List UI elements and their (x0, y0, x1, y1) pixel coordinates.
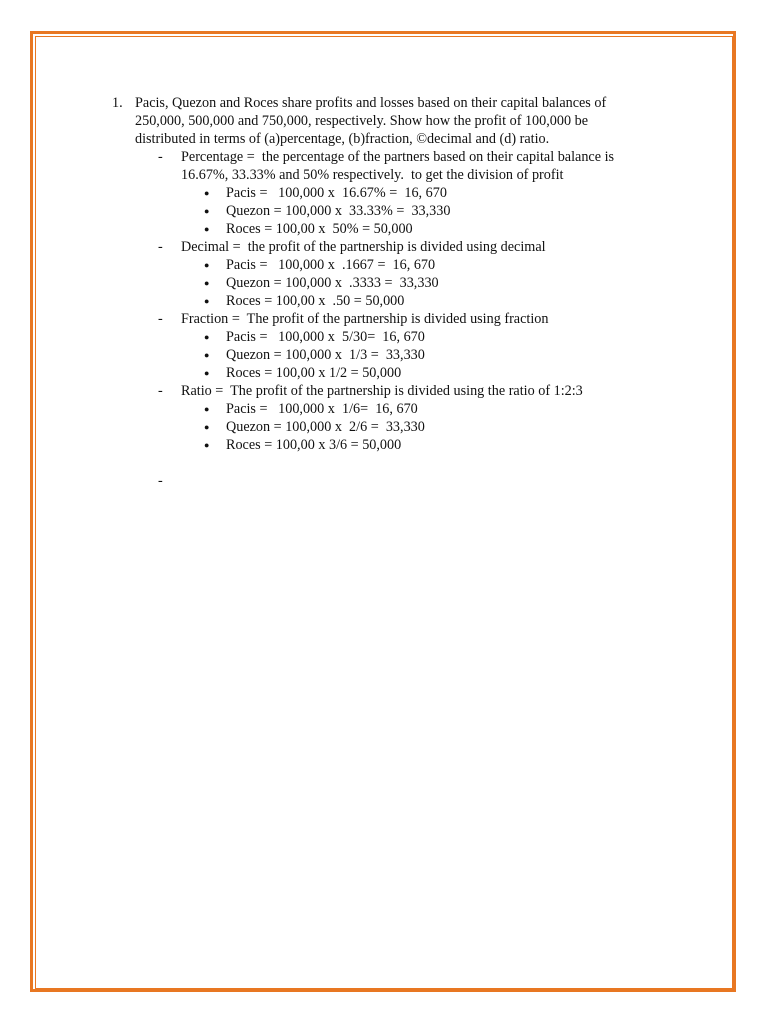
list-item-text: Pacis = 100,000 x 16.67% = 16, 670 (226, 185, 447, 201)
section-dash: - (158, 383, 163, 399)
bullet-icon: ● (204, 404, 210, 414)
bullet-list (204, 328, 652, 382)
section-ratio (158, 382, 652, 400)
list-item (204, 292, 652, 310)
list-item-text: Roces = 100,00 x 1/2 = 50,000 (226, 365, 402, 381)
list-item (204, 328, 652, 346)
list-item (204, 436, 652, 454)
list-item-text: Roces = 100,00 x 3/6 = 50,000 (226, 437, 402, 453)
bullet-icon: ● (204, 206, 210, 216)
list-item-text: Roces = 100,00 x .50 = 50,000 (226, 293, 405, 309)
list-item-text: Quezon = 100,000 x 2/6 = 33,330 (226, 419, 425, 435)
bullet-icon: ● (204, 278, 210, 288)
list-item (204, 202, 652, 220)
list-item (204, 274, 652, 292)
bullet-icon: ● (204, 188, 210, 198)
section-heading: Percentage = the percentage of the partners based on their capital balance is 16.67%, 33.33% and 50% respectively. to get the division of profit (181, 149, 618, 183)
bullet-list (204, 184, 652, 238)
list-item-text: Pacis = 100,000 x .1667 = 16, 670 (226, 257, 436, 273)
document-body (112, 94, 652, 490)
trailing-dash: - (158, 473, 163, 489)
question-number: 1. (112, 95, 123, 111)
list-item (204, 418, 652, 436)
list-item-text: Quezon = 100,000 x 33.33% = 33,330 (226, 203, 451, 219)
list-item (204, 364, 652, 382)
bullet-icon: ● (204, 440, 210, 450)
bullet-icon: ● (204, 350, 210, 360)
section-dash: - (158, 149, 163, 165)
bullet-icon: ● (204, 422, 210, 432)
section-heading: Decimal = the profit of the partnership is divided using decimal (181, 239, 546, 255)
list-item (204, 400, 652, 418)
section-decimal (158, 238, 652, 256)
bullet-list (204, 400, 652, 454)
section-heading: Fraction = The profit of the partnership is divided using fraction (181, 311, 549, 327)
bullet-icon: ● (204, 332, 210, 342)
section-fraction (158, 310, 652, 328)
list-item (204, 184, 652, 202)
list-item (204, 220, 652, 238)
question-item (112, 94, 652, 148)
bullet-icon: ● (204, 296, 210, 306)
list-item (204, 256, 652, 274)
list-item (204, 346, 652, 364)
section-dash: - (158, 239, 163, 255)
section-percentage (158, 148, 652, 184)
list-item-text: Pacis = 100,000 x 1/6= 16, 670 (226, 401, 418, 417)
bullet-icon: ● (204, 260, 210, 270)
list-item-text: Quezon = 100,000 x .3333 = 33,330 (226, 275, 439, 291)
list-item-text: Quezon = 100,000 x 1/3 = 33,330 (226, 347, 425, 363)
question-text: Pacis, Quezon and Roces share profits and losses based on their capital balances of 250,000, 500,000 and 750,000, respectively. Show how the profit of 100,000 be distributed in terms of (a)percentage, (b)fraction, ©decimal and (d) ratio. (135, 95, 610, 147)
section-heading: Ratio = The profit of the partnership is divided using the ratio of 1:2:3 (181, 383, 583, 399)
bullet-icon: ● (204, 224, 210, 234)
bullet-icon: ● (204, 368, 210, 378)
section-dash: - (158, 311, 163, 327)
bullet-list (204, 256, 652, 310)
list-item-text: Pacis = 100,000 x 5/30= 16, 670 (226, 329, 425, 345)
list-item-text: Roces = 100,00 x 50% = 50,000 (226, 221, 413, 237)
